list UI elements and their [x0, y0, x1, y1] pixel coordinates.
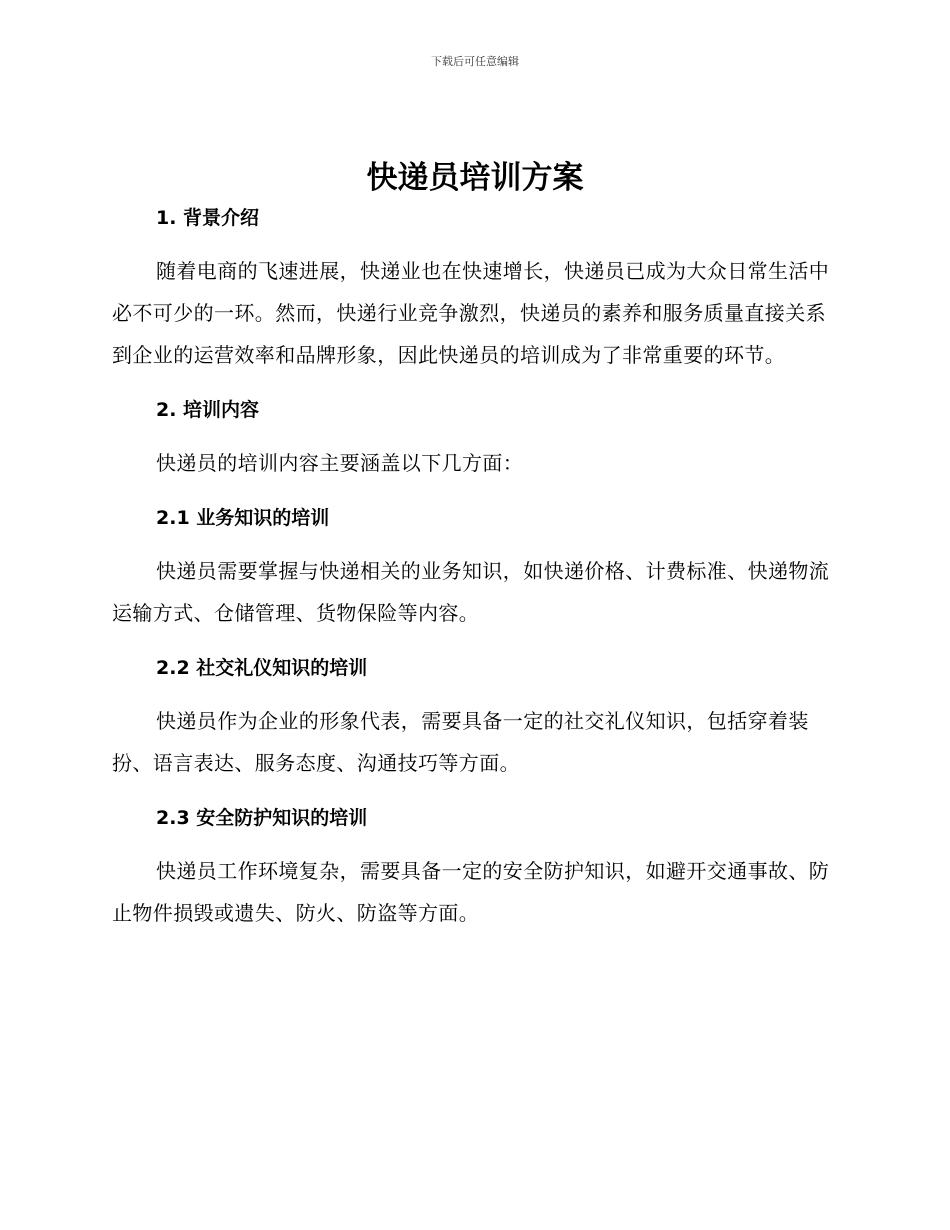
- section-paragraph-training-content: 快递员的培训内容主要涵盖以下几方面：: [156, 451, 524, 475]
- section-paragraph-safety: 快递员工作环境复杂，需要具备一定的安全防护知识，如避开交通事故、防止物件损毁或遗失、防火、防盗等方面。: [112, 859, 830, 925]
- section-paragraph-background: 随着电商的飞速进展，快递业也在快速增长，快递员已成为大众日常生活中必不可少的一环。然而，快递行业竞争激烈，快递员的素养和服务质量直接关系到企业的运营效率和品牌形象，因此快递员的培训成为了非常重要的环节。: [112, 259, 830, 367]
- section-heading-business-knowledge: 2.1 业务知识的培训: [156, 507, 330, 529]
- section-paragraph-etiquette: 快递员作为企业的形象代表，需要具备一定的社交礼仪知识，包括穿着装扮、语言表达、服务态度、沟通技巧等方面。: [112, 709, 809, 775]
- document-title: 快递员培训方案: [366, 160, 584, 196]
- section-heading-background: 1. 背景介绍: [156, 207, 260, 229]
- section-heading-training-content: 2. 培训内容: [156, 399, 260, 421]
- document-body: [112, 198, 832, 934]
- section-heading-safety: 2.3 安全防护知识的培训: [156, 807, 368, 829]
- section-paragraph-business-knowledge: 快递员需要掌握与快递相关的业务知识，如快递价格、计费标准、快递物流运输方式、仓储管理、货物保险等内容。: [112, 559, 830, 625]
- section-heading-etiquette: 2.2 社交礼仪知识的培训: [156, 657, 368, 679]
- page-header-note: 下载后可任意编辑: [431, 55, 519, 68]
